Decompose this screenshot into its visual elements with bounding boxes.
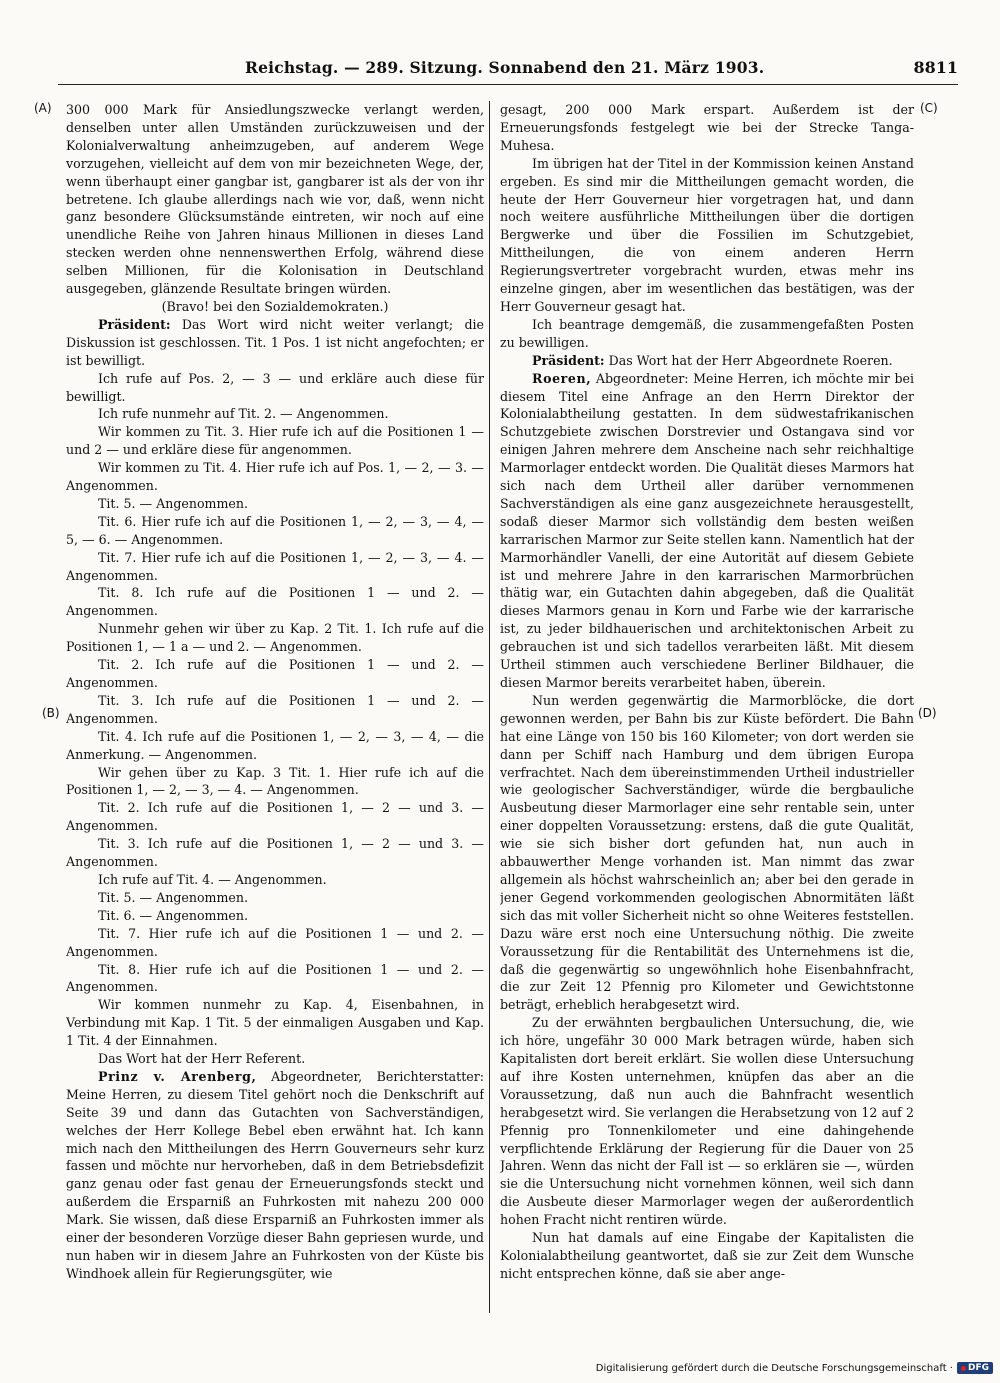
paragraph: Tit. 7. Hier rufe ich auf die Positionen 1, — 2, — 3, — 4. — Angenommen.	[66, 549, 484, 583]
paragraph: Tit. 3. Ich rufe auf die Positionen 1 — und 2. — Angenommen.	[66, 692, 484, 726]
paragraph: 300 000 Mark für Ansiedlungszwecke verlangt werden, denselben unter allen Umständen zurückzuweisen und der Kolonialverwaltung anheimzugeben, auf anderem Wege vorzugehen, vielleicht auf dem von mir bezeichneten Wege, der, wenn überhaupt einer gangbar ist, gangbarer ist als der von ihr betretene. Ich glaube allerdings nach wie vor, daß, wenn nicht ganz besondere Glücksumstände eintreten, wir noch auf eine unendliche Reihe von Jahren hinaus Millionen in dieses Land stecken werden ohne nennenswerthen Erfolg, während diese selben Millionen, für die Kolonisation in Deutschland ausgegeben, glänzende Resultate bringen würden.	[66, 102, 484, 297]
paragraph: Tit. 2. Ich rufe auf die Positionen 1 — und 2. — Angenommen.	[66, 657, 484, 690]
paragraph: Tit. 5. — Angenommen.	[98, 889, 248, 905]
paragraph: Tit. 2. Ich rufe auf die Positionen 1, — 2 — und 3. — Angenommen.	[66, 800, 484, 834]
paragraph: Tit. 8. Hier rufe ich auf die Positionen 1 — und 2. — Angenommen.	[66, 961, 484, 995]
margin-mark-c: (C)	[920, 101, 938, 115]
running-head: Reichstag. — 289. Sitzung. Sonnabend den 21. März 1903.	[245, 58, 765, 77]
paragraph: Wir kommen nunmehr zu Kap. 4, Eisenbahnen, in Verbindung mit Kap. 1 Tit. 5 der einmaligen Ausgaben und Kap. 1 Tit. 4 der Einnahmen.	[66, 997, 484, 1049]
page-number: 8811	[913, 58, 958, 77]
paragraph: Tit. 6. — Angenommen.	[98, 907, 248, 923]
footer-credit: Digitalisierung gefördert durch die Deutsche Forschungsgemeinschaft ·	[595, 1362, 953, 1374]
paragraph: Das Wort hat der Herr Referent.	[98, 1051, 306, 1067]
right-column	[500, 101, 914, 1291]
paragraph: Tit. 8. Ich rufe auf die Positionen 1 — und 2. — Angenommen.	[66, 585, 484, 619]
paragraph: Zu der erwähnten bergbaulichen Untersuchung, die, wie ich höre, ungefähr 30 000 Mark betragen würde, haben sich Kapitalisten dort bereit erklärt. Sie wollen diese Untersuchung auf ihre Kosten unternehmen, knüpfen das aber an die Voraussetzung, daß nun auch die Bahnfracht wesentlich herabgesetzt wird. Sie verlangen die Herabsetzung von 12 auf 2 Pfennig pro Tonnenkilometer und eine dahingehende verpflichtende Erklärung der Regierung für die Dauer von 25 Jahren. Wenn das nicht der Fall ist — so erklären sie —, würden sie die Untersuchung nicht vornehmen können, weil sich dann die Ausbeute dieser Marmorlager wegen der außerordentlich hohen Fracht nicht rentiren würde.	[500, 1015, 914, 1228]
paragraph	[500, 352, 914, 370]
paragraph	[66, 1068, 484, 1283]
speech-text: Das Wort wird nicht weiter verlangt; die Diskussion ist geschlossen. Tit. 1 Pos. 1 ist nicht angefochten; er ist bewilligt.	[66, 316, 484, 368]
paragraph: Tit. 4. Ich rufe auf die Positionen 1, — 2, — 3, — 4, — die Anmerkung. — Angenommen.	[66, 728, 484, 762]
page-header	[0, 0, 1000, 90]
paragraph: gesagt, 200 000 Mark erspart. Außerdem ist der Erneuerungsfonds festgelegt wie bei der Strecke Tanga-Muhesa.	[500, 102, 914, 153]
dfg-logo-icon	[957, 1362, 993, 1374]
speech-text: Das Wort hat der Herr Abgeordnete Roeren.	[604, 352, 893, 368]
margin-mark-a: (A)	[34, 101, 52, 115]
margin-mark-d: (D)	[918, 706, 937, 720]
dfg-dot-icon	[961, 1366, 966, 1371]
column-divider	[489, 101, 490, 1313]
left-column	[66, 101, 484, 1291]
paragraph: Tit. 5. — Angenommen.	[98, 495, 248, 511]
dfg-logo-label: DFG	[967, 1363, 989, 1373]
paragraph: Nunmehr gehen wir über zu Kap. 2 Tit. 1. Ich rufe auf die Positionen 1, — 1 a — und 2. — Angenommen.	[66, 621, 484, 655]
speaker-name: Roeren,	[532, 370, 592, 386]
paragraph: Wir kommen zu Tit. 4. Hier rufe ich auf Pos. 1, — 2, — 3. — Angenommen.	[66, 460, 484, 494]
paragraph: Ich rufe auf Tit. 4. — Angenommen.	[98, 871, 327, 887]
paragraph: Tit. 7. Hier rufe ich auf die Positionen 1 — und 2. — Angenommen.	[66, 925, 484, 959]
paragraph: Im übrigen hat der Titel in der Kommission keinen Anstand ergeben. Es sind mir die Mittheilungen gemacht worden, die heute der Herr Gouverneur hier vorgetragen hat, und dann noch weitere ausführliche Mittheilungen über die dortigen Bergwerke und über die Fossilien im Schutzgebiet, Mittheilungen, die von einem anderen Herrn Regierungsvertreter vorgebracht wurden, etwas mehr ins einzelne gingen, aber im wesentlichen das bestätigen, was der Herr Gouverneur gesagt hat.	[500, 155, 914, 314]
speaker-name: Präsident:	[532, 352, 605, 368]
paragraph: Ich rufe nunmehr auf Tit. 2. — Angenommen.	[98, 406, 389, 422]
paragraph	[500, 370, 914, 692]
paragraph: Tit. 6. Hier rufe ich auf die Positionen 1, — 2, — 3, — 4, — 5, — 6. — Angenommen.	[66, 513, 484, 547]
speech-text: Abgeordneter: Meine Herren, ich möchte mir bei diesem Titel eine Anfrage an den Herrn Direktor der Kolonialabtheilung gestatten. In dem südwestafrikanischen Schutzgebiete zwischen Dorstrevier und Ostangava sind vor einigen Jahren mehrere dem Anscheine nach sehr reichhaltige Marmorlager entdeckt worden. Die Qualität dieses Marmors hat sich nach dem Urtheil aller darüber vernommenen Sachverständigen als eine ganz ausgezeichnete herausgestellt, sodaß dieser Marmor sich vollständig dem besten weißen karrarischen Marmor zur Seite stellen kann. Namentlich hat der Marmorhändler Vanelli, der eine Autorität auf diesem Gebiete ist und mehrere Jahre in den karrarischen Marmorbrüchen thätig war, ein Gutachten dahin abgegeben, daß die Qualität dieses Marmors genau in Korn und Farbe wie der karrarische ist, zu jeder bildhauerischen und architektonischen Arbeit zu gebrauchen ist und sich tadellos verarbeiten läßt. Mit diesem Urtheil stimmen auch verschiedene Berliner Bildhauer, die diesen Marmor bereits verarbeitet haben, überein.	[500, 370, 914, 690]
paragraph: Ich rufe auf Pos. 2, — 3 — und erkläre auch diese für bewilligt.	[66, 370, 484, 404]
speech-text: Abgeordneter, Berichterstatter: Meine Herren, zu diesem Titel gehört noch die Denkschrift auf Seite 39 und dann das Gutachten von Sachverständigen, welches der Herr Kollege Bebel eben erwähnt hat. Ich kann mich nach den Mittheilungen des Herrn Gouverneurs sehr kurz fassen und möchte nur hervorheben, daß in dem Betriebsdefizit ganz genau oder fast genau der Erneuerungsfonds steckt und außerdem die Ersparniß an Fuhrkosten mit nahezu 200 000 Mark. Sie wissen, daß diese Ersparniß an Fuhrkosten immer als einer der besonderen Vorzüge dieser Bahn gepriesen wurde, und nun haben wir in diesem Jahre an Fuhrkosten von der Küste bis Windhoek allein für Regierungsgüter, wie	[66, 1068, 484, 1281]
footer	[585, 1358, 993, 1378]
paragraph: Nun hat damals auf eine Eingabe der Kapitalisten die Kolonialabtheilung geantwortet, daß sie zur Zeit dem Wunsche nicht entsprechen könne, daß sie aber ange-	[500, 1230, 914, 1281]
interjection: (Bravo! bei den Sozialdemokraten.)	[161, 298, 389, 314]
margin-mark-b: (B)	[42, 706, 60, 720]
speaker-name: Präsident:	[98, 316, 171, 332]
paragraph: Nun werden gegenwärtig die Marmorblöcke, die dort gewonnen werden, per Bahn bis zur Küste befördert. Die Bahn hat eine Länge von 150 bis 160 Kilometer; von dort werden sie dann per Schiff nach Hamburg und dem übrigen Europa verfrachtet. Nach dem übereinstimmenden Urtheil industrieller wie geologischer Sachverständiger, würde die bergbauliche Ausbeutung dieser Marmorlager eine sehr rentable sein, unter einer doppelten Voraussetzung: erstens, daß die gute Qualität, wie sie sich bisher dort gefunden hat, nun auch in abbauwerther Menge vorhanden ist. Man nimmt das zwar allgemein als höchst wahrscheinlich an; aber bei den gerade in jener Gegend vorkommenden geologischen Abnormitäten läßt sich das mit voller Sicherheit nicht so ohne Weiteres feststellen. Dazu wäre erst noch eine Untersuchung nöthig. Die zweite Voraussetzung für die Rentabilität des Unternehmens ist die, daß die gegenwärtig so ungewöhnlich hohe Eisenbahnfracht, die zur Zeit 12 Pfennig pro Kilometer und Gewichtstonne beträgt, erheblich herabgesetzt wird.	[500, 692, 914, 1013]
paragraph	[66, 316, 484, 370]
paragraph: Wir gehen über zu Kap. 3 Tit. 1. Hier rufe ich auf die Positionen 1, — 2, — 3, — 4. — Angenommen.	[66, 764, 484, 798]
paragraph: Ich beantrage demgemäß, die zusammengefaßten Posten zu bewilligen.	[500, 316, 914, 350]
paragraph: Tit. 3. Ich rufe auf die Positionen 1, — 2 — und 3. — Angenommen.	[66, 836, 484, 870]
paragraph: Wir kommen zu Tit. 3. Hier rufe ich auf die Positionen 1 — und 2 — und erkläre diese für angenommen.	[66, 424, 484, 458]
header-rule	[58, 84, 958, 85]
speaker-name: Prinz v. Arenberg,	[98, 1068, 257, 1084]
